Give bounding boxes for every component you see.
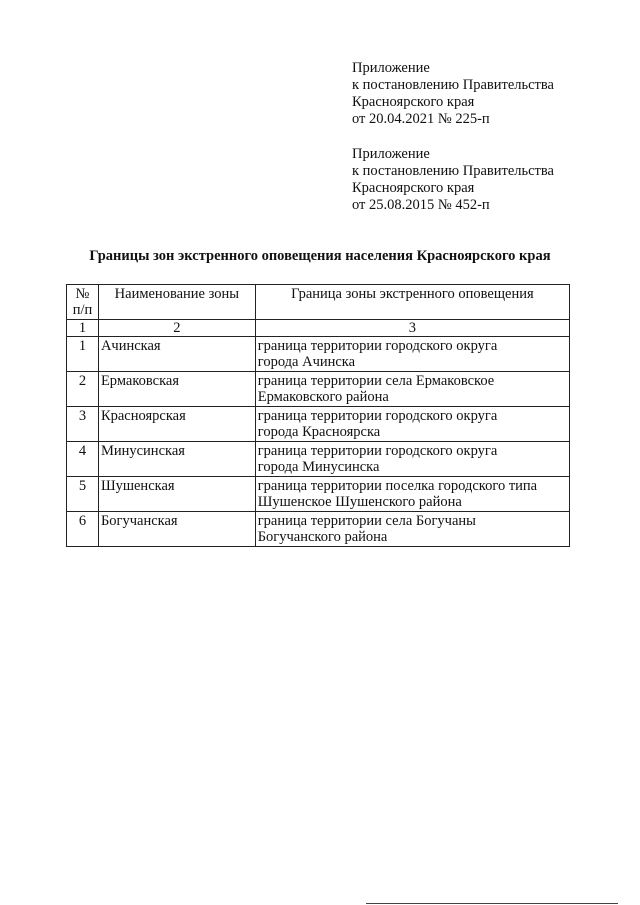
column-number: 1 — [67, 320, 99, 337]
appendix-block-current — [352, 60, 554, 128]
appendix-date-number: от 20.04.2021 № 225-п — [352, 111, 490, 127]
row-number: 4 — [67, 442, 99, 477]
boundary-line: граница территории городского округа — [257, 443, 498, 459]
table-row — [67, 477, 570, 512]
header-zone-boundary: Граница зоны экстренного оповещения — [255, 285, 569, 320]
boundary-line: Богучанского района — [257, 529, 388, 545]
table-row — [67, 337, 570, 372]
appendix-region: Красноярского края — [352, 180, 475, 196]
column-number: 3 — [255, 320, 569, 337]
boundary-line: города Ачинска — [257, 354, 356, 370]
column-number-row — [67, 320, 570, 337]
zone-boundary — [255, 442, 569, 477]
row-number: 1 — [67, 337, 99, 372]
document-title: Границы зон экстренного оповещения населения Красноярского края — [89, 248, 551, 264]
row-number: 6 — [67, 512, 99, 547]
zone-boundary — [255, 512, 569, 547]
header-zone-name: Наименование зоны — [98, 285, 255, 320]
zones-table — [66, 284, 570, 547]
table-row — [67, 442, 570, 477]
appendix-block-original — [352, 146, 554, 214]
appendix-label: Приложение — [352, 146, 430, 162]
appendix-decree-ref: к постановлению Правительства — [352, 163, 554, 179]
row-number: 3 — [67, 407, 99, 442]
table-header-row — [67, 285, 570, 320]
zone-boundary — [255, 372, 569, 407]
appendix-date-number: от 25.08.2015 № 452-п — [352, 197, 490, 213]
page-bottom-rule — [366, 903, 618, 904]
zone-name: Минусинская — [98, 442, 255, 477]
zone-name: Ачинская — [98, 337, 255, 372]
boundary-line: граница территории поселка городского типа — [257, 478, 538, 494]
header-num-line1: № — [75, 286, 90, 302]
row-number: 2 — [67, 372, 99, 407]
header-num — [67, 285, 99, 320]
zone-name: Ермаковская — [98, 372, 255, 407]
table-row — [67, 512, 570, 547]
table-row — [67, 372, 570, 407]
appendix-decree-ref: к постановлению Правительства — [352, 77, 554, 93]
zone-name: Красноярская — [98, 407, 255, 442]
boundary-line: граница территории городского округа — [257, 338, 498, 354]
column-number: 2 — [98, 320, 255, 337]
boundary-line: Ермаковского района — [257, 389, 389, 405]
zone-boundary — [255, 407, 569, 442]
boundary-line: города Красноярска — [257, 424, 381, 440]
boundary-line: граница территории села Ермаковское — [257, 373, 495, 389]
boundary-line: города Минусинска — [257, 459, 380, 475]
table-row — [67, 407, 570, 442]
zone-boundary — [255, 337, 569, 372]
appendix-label: Приложение — [352, 60, 430, 76]
boundary-line: граница территории села Богучаны — [257, 513, 476, 529]
boundary-line: граница территории городского округа — [257, 408, 498, 424]
zone-name: Шушенская — [98, 477, 255, 512]
zone-name: Богучанская — [98, 512, 255, 547]
appendix-region: Красноярского края — [352, 94, 475, 110]
header-num-line2: п/п — [72, 302, 93, 318]
boundary-line: Шушенское Шушенского района — [257, 494, 462, 510]
zone-boundary — [255, 477, 569, 512]
row-number: 5 — [67, 477, 99, 512]
